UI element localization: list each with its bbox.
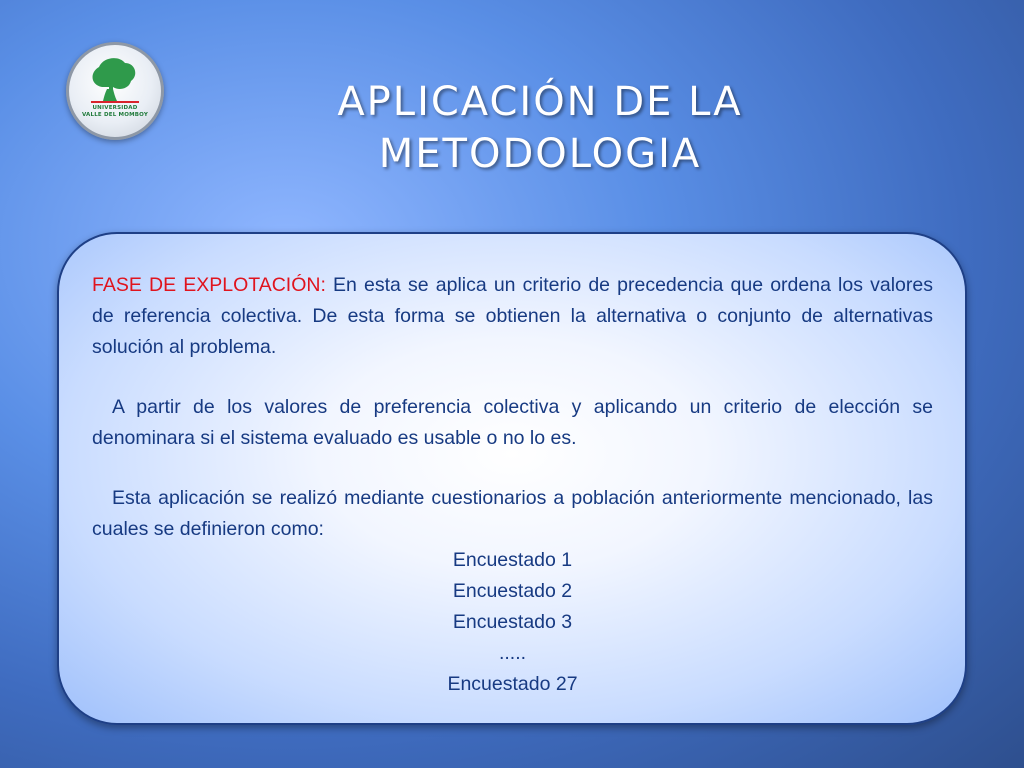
title-line-1: APLICACIÓN DE LA [337, 79, 743, 125]
content-panel [57, 232, 967, 725]
logo-line-2: VALLE DEL MOMBOY [81, 112, 149, 118]
phase-label: FASE DE EXPLOTACIÓN: [92, 274, 326, 296]
paragraph-2: A partir de los valores de preferencia colectiva y aplicando un criterio de elección se denominara si el sistema evaluado es usable o no lo es. [92, 396, 933, 449]
list-item: Encuestado 1 [452, 549, 573, 571]
paragraph-1 [92, 270, 933, 363]
list-item: ..... [498, 642, 527, 664]
logo-line-1: UNIVERSIDAD [92, 105, 138, 111]
list-item: Encuestado 3 [452, 611, 573, 633]
university-logo [66, 42, 164, 140]
list-item: Encuestado 27 [447, 673, 578, 695]
tree-icon [69, 45, 161, 137]
list-item: Encuestado 2 [452, 580, 573, 602]
title-line-2: METODOLOGIA [378, 131, 702, 177]
respondent-list [92, 545, 933, 700]
slide-title [240, 76, 840, 180]
paragraph-1-text: En esta se aplica un criterio de precedencia que ordena los valores de referencia colectiva. De esta forma se obtienen la alternativa o conjunto de alternativas solución al problema. [92, 274, 933, 358]
paragraph-3: Esta aplicación se realizó mediante cuestionarios a población anteriormente mencionado, las cuales se definieron como: [92, 487, 933, 540]
